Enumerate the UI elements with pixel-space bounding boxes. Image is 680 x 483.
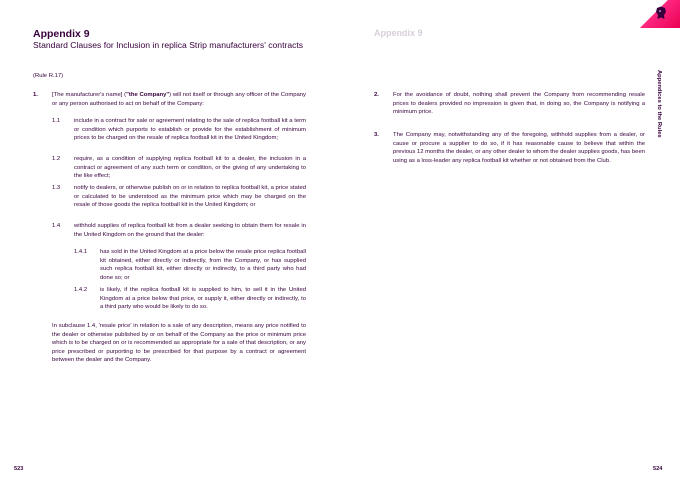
subclause-1-2-text: require, as a condition of supplying replica football kit to a dealer, the inclusion in a contract or agreement of any such term or condition, or the giving of any undertaking to the like effect; bbox=[74, 156, 306, 180]
page-title: Appendix 9 bbox=[33, 28, 90, 40]
left-page-number: 523 bbox=[14, 466, 24, 472]
clause-1-defined-term: "the Company" bbox=[126, 92, 170, 98]
subclause-1-1-text: include in a contract for sale or agreement relating to the sale of replica football kit a term or condition which purports to establish or provide for the establishment of minimum prices to be charged on the resale of replica football kit in the United Kingdom; bbox=[74, 118, 306, 142]
subclause-1-3-number: 1.3 bbox=[52, 185, 61, 191]
closing-paragraph: In subclause 1.4, 'resale price' in relation to a sale of any description, means any price notified to the dealer or otherwise published by or on behalf of the Company as the price or minimum price which is to be charged on or is recommended as appropriate for a sale of that description, or any price prescribed or purporting to be prescribed for that purpose by a contract or agreement between the dealer and the Company. bbox=[52, 323, 306, 364]
premier-league-lion-icon bbox=[654, 6, 668, 20]
subclause-1-4-1-text: has sold in the United Kingdom at a price below the resale price replica football kit obtained, either directly or indirectly, from the Company, or has supplied such replica football kit, either directly or indirectly, to a third party who had done so; or bbox=[100, 249, 306, 281]
page-subtitle: Standard Clauses for Inclusion in replica Strip manufacturers' contracts bbox=[33, 40, 304, 50]
rule-reference: (Rule R.17) bbox=[33, 73, 64, 79]
subclause-1-4-2-number: 1.4.2 bbox=[74, 287, 88, 293]
subclause-1-2-number: 1.2 bbox=[52, 156, 61, 162]
subclause-1-4-2-text: is likely, if the replica football kit is supplied to him, to sell it in the United Kingdom at a price below that price, or supply it, either directly or indirectly, to a third party who would be likely to do so. bbox=[100, 287, 306, 311]
subclause-1-4-1-number: 1.4.1 bbox=[74, 249, 88, 255]
right-page-title: Appendix 9 bbox=[374, 28, 423, 38]
clause-1-number: 1. bbox=[33, 92, 38, 98]
subclause-1-3-text: notify to dealers, or otherwise publish on or in relation to replica football kit, a price stated or calculated to be understood as the minimum price which may be charged on the resale of those goods the replica football kit in the United Kingdom; or bbox=[74, 185, 306, 209]
clause-3-number: 3. bbox=[374, 132, 379, 138]
clause-2-text: For the avoidance of doubt, nothing shall prevent the Company from recommending resale prices to dealers provided no impression is given that, in doing so, the Company is notifying a minimum price. bbox=[393, 92, 645, 116]
clause-1-suffix: ) will not itself or through any officer of the Company or any person authorised to act on behalf of the Company: bbox=[52, 92, 306, 107]
subclause-1-1-number: 1.1 bbox=[52, 118, 61, 124]
subclause-1-4-number: 1.4 bbox=[52, 223, 61, 229]
clause-2-number: 2. bbox=[374, 92, 379, 98]
right-page-number: 524 bbox=[653, 466, 663, 472]
clause-1-text bbox=[52, 91, 306, 108]
side-tab-label: Appendices to the Rules bbox=[656, 70, 662, 138]
subclause-1-4-text: withhold supplies of replica football kit from a dealer seeking to obtain them for resale in the United Kingdom on the ground that the dealer: bbox=[74, 223, 306, 238]
clause-3-text: The Company may, notwithstanding any of the foregoing, withhold supplies from a dealer, or cause or procure a supplier to do so, if it has reasonable cause to believe that within the previous 12 months the dealer, or any other dealer to whom the dealer supplies goods, has been using as a loss-leader any replica football kit whether or not obtained from the Club. bbox=[393, 132, 645, 164]
clause-1-prefix: [The manufacturer's name] ( bbox=[52, 92, 127, 98]
side-tab[interactable] bbox=[654, 70, 664, 160]
